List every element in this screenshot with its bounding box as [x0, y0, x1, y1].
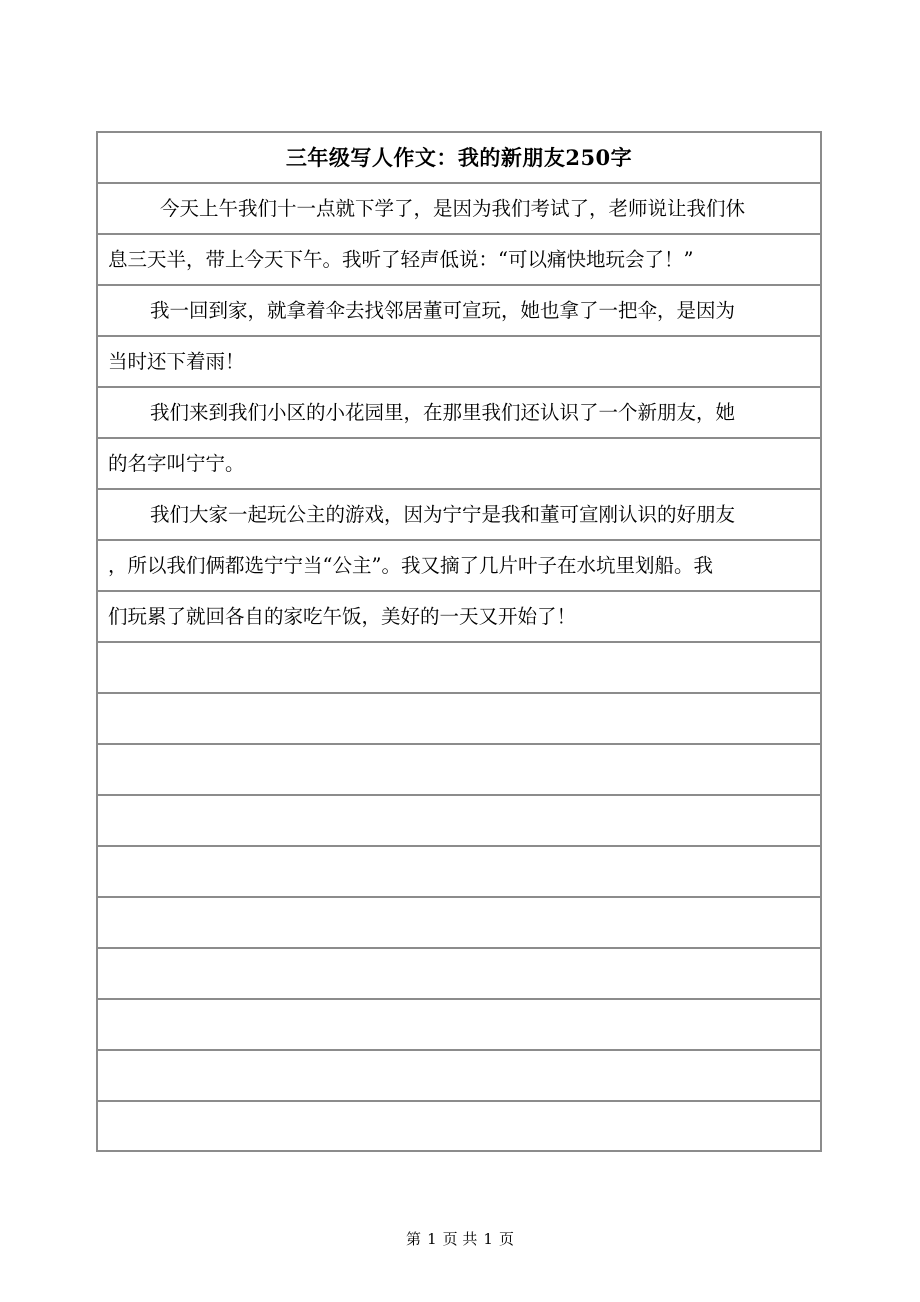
text-row-6 — [98, 439, 820, 490]
essay-grid-sheet — [96, 131, 822, 1152]
paragraph-4-line-2: ，所以我们俩都选宁宁当“公主”。我又摘了几片叶子在水坑里划船。我 — [108, 554, 713, 577]
footer-total-pages: 1 — [483, 1230, 493, 1248]
paragraph-4-line-1: 我们大家一起玩公主的游戏，因为宁宁是我和董可宣刚认识的好朋友 — [150, 503, 736, 526]
paragraph-4-line-3: 们玩累了就回各自的家吃午饭，美好的一天又开始了！ — [108, 605, 577, 628]
blank-row — [98, 1000, 820, 1051]
title-row — [98, 133, 820, 184]
blank-row — [98, 745, 820, 796]
footer-page-number: 1 — [427, 1230, 437, 1248]
text-row-9 — [98, 592, 820, 643]
footer-suffix: 页 — [498, 1230, 514, 1248]
footer-mid: 页 共 — [442, 1230, 478, 1248]
blank-row — [98, 796, 820, 847]
footer-prefix: 第 — [406, 1230, 422, 1248]
text-row-2 — [98, 235, 820, 286]
text-row-4 — [98, 337, 820, 388]
page-footer — [0, 1229, 920, 1249]
blank-row — [98, 898, 820, 949]
paragraph-2-line-1: 我一回到家，就拿着伞去找邻居董可宣玩，她也拿了一把伞，是因为 — [150, 299, 736, 322]
text-row-8 — [98, 541, 820, 592]
blank-row — [98, 694, 820, 745]
blank-row — [98, 949, 820, 1000]
text-row-3 — [98, 286, 820, 337]
essay-title: 三年级写人作文：我的新朋友250字 — [285, 145, 633, 170]
text-row-5 — [98, 388, 820, 439]
blank-row — [98, 847, 820, 898]
blank-row — [98, 1102, 820, 1152]
text-row-7 — [98, 490, 820, 541]
text-row-1 — [98, 184, 820, 235]
paragraph-1-line-1: 今天上午我们十一点就下学了，是因为我们考试了，老师说让我们休 — [160, 197, 746, 220]
blank-row — [98, 643, 820, 694]
paragraph-2-line-2: 当时还下着雨！ — [108, 350, 245, 373]
blank-row — [98, 1051, 820, 1102]
paragraph-1-line-2: 息三天半，带上今天下午。我听了轻声低说：“可以痛快地玩会了！” — [108, 248, 694, 271]
paragraph-3-line-1: 我们来到我们小区的小花园里，在那里我们还认识了一个新朋友，她 — [150, 401, 736, 424]
paragraph-3-line-2: 的名字叫宁宁。 — [108, 452, 245, 475]
